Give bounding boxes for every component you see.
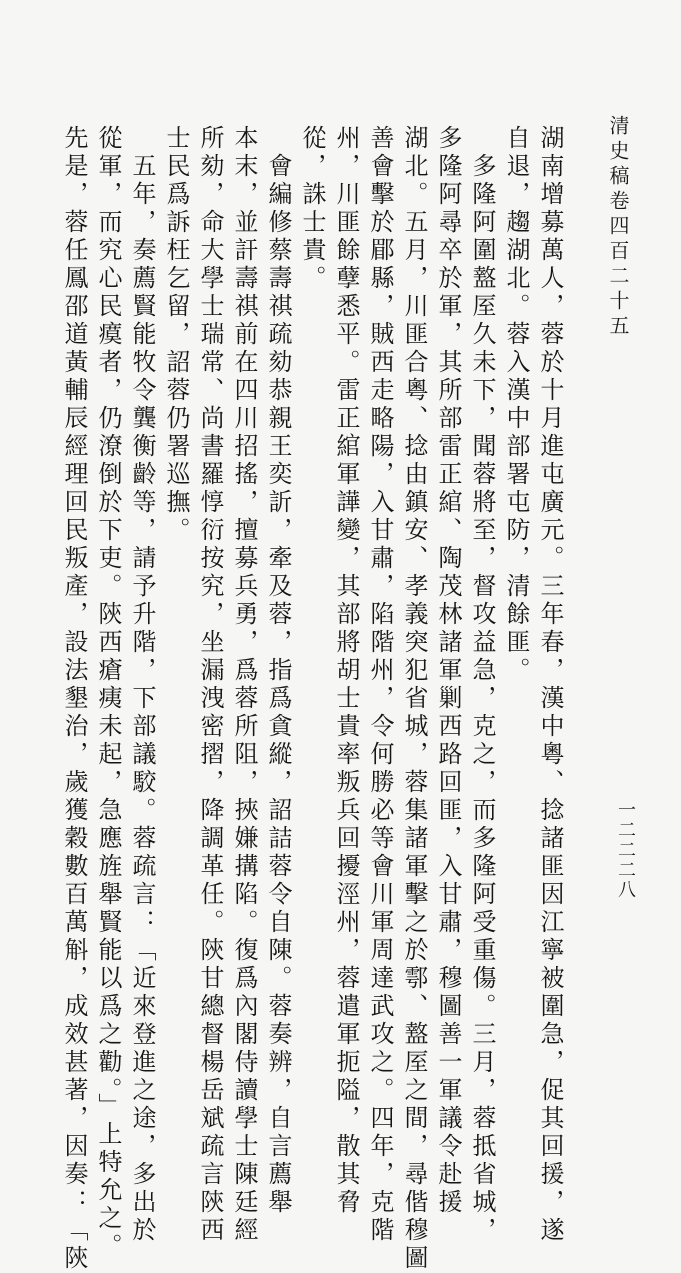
text-column-7: 州，川匪餘孽悉平。雷正綰軍譁變，其部將胡士貴率叛兵回擾涇州，蓉遣軍扼隘，散其脅	[332, 125, 360, 1217]
text-column-3: 多隆阿圍盩厔久未下，聞蓉將至，督攻益急，克之，而多隆阿受重傷。三月，蓉抵省城，	[468, 125, 496, 1245]
page-number: 一二二二八	[615, 800, 636, 900]
text-column-11: 所劾，命大學士瑞常、尚書羅惇衍按究，坐漏洩密摺，降調革任。陝甘總督楊岳斌疏言陝西	[196, 125, 224, 1245]
text-column-1: 湖南增募萬人，蓉於十月進屯廣元。三年春，漢中粵、捻諸匪因江寧被圍急，促其回援，遂	[536, 125, 564, 1245]
text-column-4: 多隆阿尋卒於軍，其所部雷正綰、陶茂林諸軍剿西路回匪，入甘肅，穆圖善一軍議令赴援	[434, 125, 462, 1217]
running-header-title: 清史稿卷四百二十五	[606, 115, 630, 340]
text-column-10: 本末，並訐壽祺前在四川招搖，擅募兵勇，爲蓉所阻，挾嫌搆陷。復爲內閣侍讀學士陳廷經	[230, 125, 258, 1245]
text-column-8: 從，誅士貴。	[298, 125, 326, 293]
text-column-12: 士民爲訴枉乞留，詔蓉仍署巡撫。	[162, 125, 190, 545]
text-column-6: 善會擊於郿縣，賊西走略陽，入甘肅，陷階州，令何勝必等會川軍周達武攻之。四年，克階	[366, 125, 394, 1245]
text-column-13: 五年，奏薦賢能牧令龔衡齡等，請予升階，下部議駮。蓉疏言：「近來登進之途，多出於	[128, 125, 156, 1245]
text-column-9: 會編修蔡壽祺疏劾恭親王奕訢，牽及蓉，指爲貪縱，詔詰蓉令自陳。蓉奏辨，自言薦舉	[264, 125, 292, 1217]
text-column-15: 先是，蓉任鳳邵道黃輔辰經理回民叛產，設法墾治，歲獲穀數百萬斛，成效甚著，因奏：「陝	[60, 125, 88, 1273]
text-column-5: 湖北。五月，川匪合粵、捻由鎮安、孝義突犯省城，蓉集諸軍擊之於鄠、盩厔之間，尋偕穆圖	[400, 125, 428, 1273]
text-column-2: 自退，趨湖北。蓉入漢中部署屯防，清餘匪。	[502, 125, 530, 685]
text-column-14: 從軍，而究心民瘼者，仍潦倒於下吏。陝西瘡痍未起，急應旌舉賢能以爲之勸。」上特允之。	[94, 125, 122, 1261]
